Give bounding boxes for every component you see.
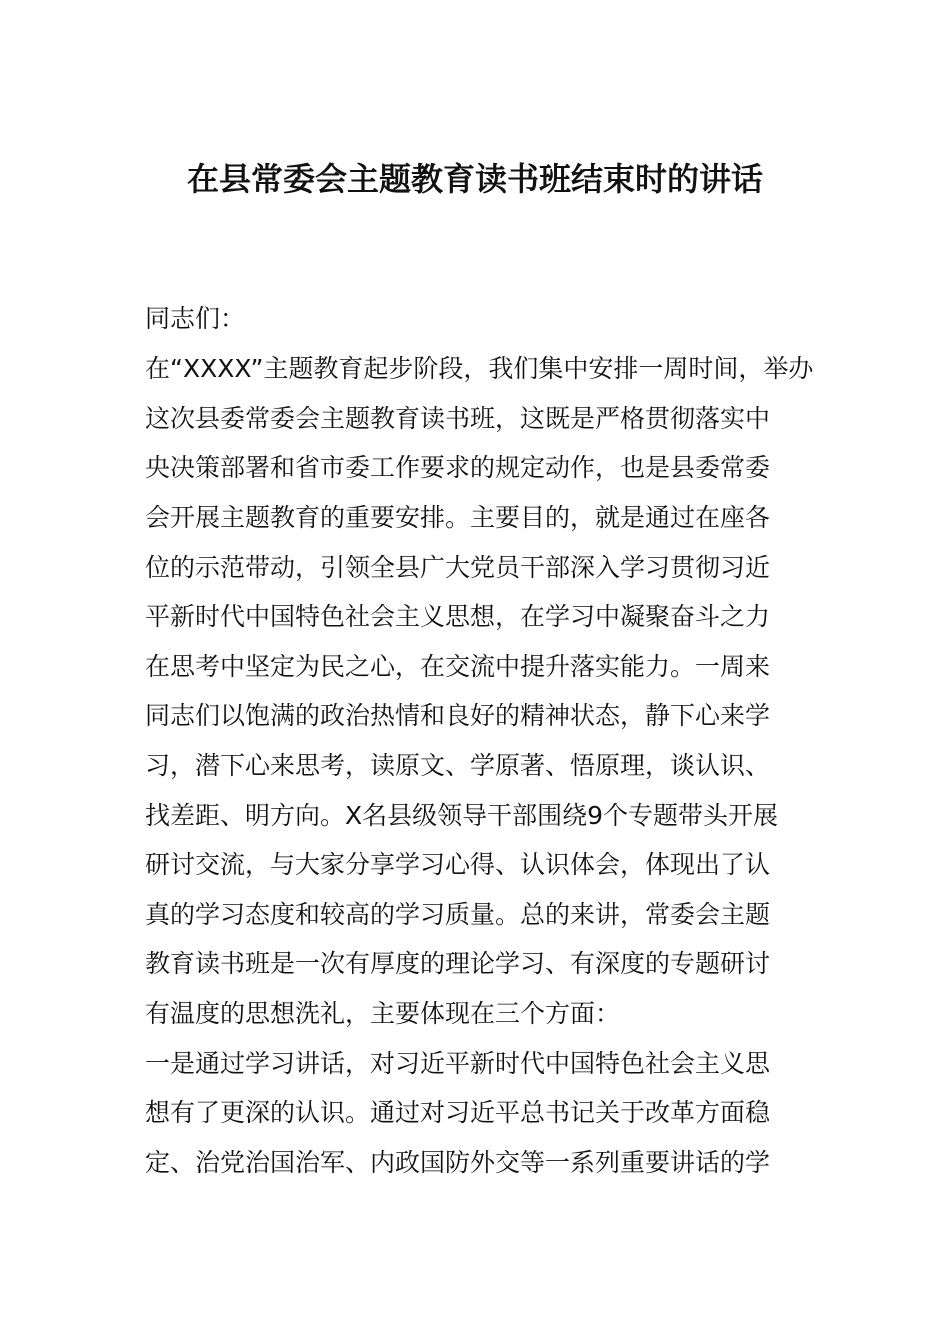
document-title: 在县常委会主题教育读书班结束时的讲话 (186, 160, 763, 198)
body-line: 真的学习态度和较高的学习质量。总的来讲，常委会主题 (145, 900, 771, 929)
salutation-line: 同志们： (145, 304, 246, 333)
body-line: 位的示范带动，引领全县广大党员干部深入学习贯彻习近 (145, 553, 771, 582)
body-line: 会开展主题教育的重要安排。主要目的，就是通过在座各 (145, 503, 771, 532)
body-line: 在思考中坚定为民之心，在交流中提升落实能力。一周来 (145, 652, 771, 681)
body-line: 定、治党治国治军、内政国防外交等一系列重要讲话的学 (145, 1148, 771, 1177)
body-line: 在“XXXX”主题教育起步阶段，我们集中安排一周时间，举办 (145, 354, 814, 383)
body-line: 央决策部署和省市委工作要求的规定动作，也是县委常委 (145, 453, 771, 482)
body-line: 教育读书班是一次有厚度的理论学习、有深度的专题研讨 (145, 949, 771, 978)
body-line: 习，潜下心来思考，读原文、学原著、悟原理，谈认识、 (145, 751, 771, 780)
body-line: 想有了更深的认识。通过对习近平总书记关于改革方面稳 (145, 1098, 771, 1127)
body-line: 同志们以饱满的政治热情和良好的精神状态，静下心来学 (145, 701, 771, 730)
body-line: 研讨交流，与大家分享学习心得、认识体会，体现出了认 (145, 850, 771, 879)
body-line: 一是通过学习讲话，对习近平新时代中国特色社会主义思 (145, 1049, 771, 1078)
body-line: 找差距、明方向。X名县级领导干部围绕9个专题带头开展 (145, 801, 779, 830)
body-line: 这次县委常委会主题教育读书班，这既是严格贯彻落实中 (145, 404, 771, 433)
body-line: 有温度的思想洗礼，主要体现在三个方面： (145, 999, 621, 1028)
body-line: 平新时代中国特色社会主义思想，在学习中凝聚奋斗之力 (145, 602, 771, 631)
